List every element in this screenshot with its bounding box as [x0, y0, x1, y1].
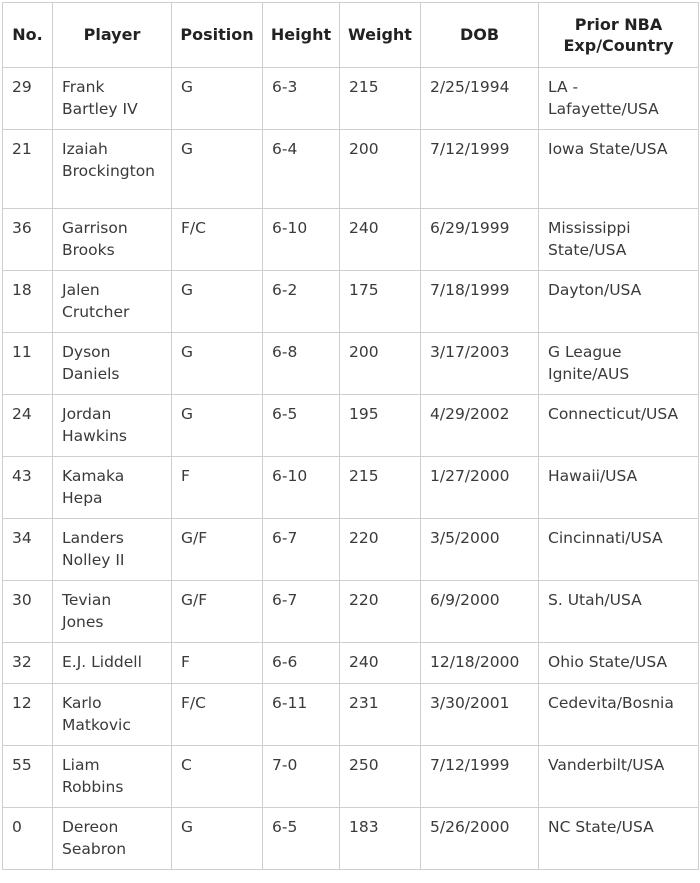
cell-dob-text: 6/29/1999 [430, 219, 510, 237]
cell-height [263, 519, 340, 581]
cell-weight-text: 183 [349, 818, 379, 836]
cell-no-text: 29 [12, 78, 32, 96]
cell-player-text: Karlo [62, 694, 102, 712]
cell-position [172, 581, 263, 643]
roster-table [2, 2, 699, 870]
cell-position-text: G/F [181, 529, 208, 547]
cell-no [3, 581, 53, 643]
cell-position [172, 519, 263, 581]
cell-position-text: C [181, 756, 192, 774]
cell-prior [539, 271, 699, 333]
cell-player [53, 746, 172, 808]
cell-dob [421, 395, 539, 457]
cell-position-text: F [181, 467, 190, 485]
cell-weight-text: 175 [349, 281, 379, 299]
cell-dob-text: 1/27/2000 [430, 467, 510, 485]
cell-height [263, 68, 340, 130]
cell-weight-text: 240 [349, 653, 379, 671]
cell-player [53, 643, 172, 684]
cell-weight [340, 130, 421, 209]
cell-weight [340, 457, 421, 519]
cell-prior [539, 519, 699, 581]
cell-position-text: G [181, 343, 194, 361]
cell-dob-text: 12/18/2000 [430, 653, 520, 671]
cell-no-text: 55 [12, 756, 32, 774]
cell-player [53, 684, 172, 746]
cell-position [172, 333, 263, 395]
cell-player [53, 271, 172, 333]
cell-height-text: 6-5 [272, 405, 298, 423]
cell-height [263, 271, 340, 333]
cell-height [263, 130, 340, 209]
cell-player [53, 130, 172, 209]
cell-player-text: Jones [62, 613, 104, 631]
cell-height-text: 6-8 [272, 343, 298, 361]
cell-player-text: Brooks [62, 241, 115, 259]
cell-weight [340, 395, 421, 457]
table-row [3, 457, 699, 519]
cell-height-text: 6-4 [272, 140, 298, 158]
cell-prior-text: Lafayette/USA [548, 100, 659, 118]
cell-weight-text: 215 [349, 467, 379, 485]
cell-weight [340, 581, 421, 643]
cell-height-text: 6-7 [272, 529, 298, 547]
cell-prior-text: Mississippi [548, 219, 631, 237]
table-row [3, 209, 699, 271]
cell-prior-text: Ohio State/USA [548, 653, 668, 671]
cell-prior-text: Ignite/AUS [548, 365, 630, 383]
cell-no [3, 209, 53, 271]
cell-prior-text: NC State/USA [548, 818, 654, 836]
cell-prior-text: G League [548, 343, 622, 361]
cell-player [53, 68, 172, 130]
table-row [3, 581, 699, 643]
cell-dob-text: 4/29/2002 [430, 405, 510, 423]
table-row [3, 519, 699, 581]
cell-height [263, 746, 340, 808]
header-row [3, 3, 699, 68]
header-position: Position [172, 3, 263, 68]
cell-no-text: 34 [12, 529, 32, 547]
cell-player-text: Daniels [62, 365, 120, 383]
cell-no-text: 21 [12, 140, 32, 158]
cell-height-text: 6-6 [272, 653, 298, 671]
cell-player-text: Robbins [62, 778, 124, 796]
cell-weight [340, 333, 421, 395]
cell-prior [539, 130, 699, 209]
header-weight: Weight [340, 3, 421, 68]
table-row [3, 333, 699, 395]
table-row [3, 746, 699, 808]
cell-dob [421, 808, 539, 870]
cell-player-text: Liam [62, 756, 100, 774]
cell-no [3, 643, 53, 684]
cell-no [3, 395, 53, 457]
cell-position [172, 68, 263, 130]
cell-prior [539, 457, 699, 519]
cell-dob-text: 5/26/2000 [430, 818, 510, 836]
cell-player-text: Dyson [62, 343, 111, 361]
cell-weight-text: 215 [349, 78, 379, 96]
cell-player-text: Bartley IV [62, 100, 138, 118]
cell-height-text: 6-5 [272, 818, 298, 836]
cell-weight [340, 643, 421, 684]
cell-weight [340, 209, 421, 271]
cell-dob [421, 333, 539, 395]
table-row [3, 130, 699, 209]
cell-position [172, 271, 263, 333]
table-row [3, 684, 699, 746]
cell-prior-text: LA - [548, 78, 579, 96]
cell-height-text: 6-7 [272, 591, 298, 609]
cell-weight-text: 250 [349, 756, 379, 774]
cell-dob [421, 643, 539, 684]
cell-prior [539, 808, 699, 870]
cell-no [3, 271, 53, 333]
cell-prior-text: State/USA [548, 241, 627, 259]
header-dob: DOB [421, 3, 539, 68]
cell-height-text: 6-10 [272, 467, 308, 485]
cell-dob-text: 3/5/2000 [430, 529, 500, 547]
cell-dob [421, 209, 539, 271]
cell-no [3, 130, 53, 209]
cell-height [263, 333, 340, 395]
cell-weight [340, 808, 421, 870]
cell-player-text: E.J. Liddell [62, 653, 142, 671]
cell-no [3, 519, 53, 581]
cell-no-text: 24 [12, 405, 32, 423]
cell-prior [539, 746, 699, 808]
cell-position-text: G/F [181, 591, 208, 609]
cell-player [53, 457, 172, 519]
cell-prior-text: Vanderbilt/USA [548, 756, 665, 774]
cell-position-text: F/C [181, 694, 206, 712]
cell-player-text: Jordan [62, 405, 112, 423]
cell-player [53, 581, 172, 643]
cell-dob-text: 2/25/1994 [430, 78, 510, 96]
cell-position-text: G [181, 78, 194, 96]
cell-height [263, 209, 340, 271]
cell-weight-text: 200 [349, 343, 379, 361]
cell-position [172, 457, 263, 519]
cell-player-text: Matkovic [62, 716, 131, 734]
cell-position [172, 643, 263, 684]
cell-height [263, 395, 340, 457]
cell-no [3, 684, 53, 746]
cell-height [263, 643, 340, 684]
cell-prior-text: Connecticut/USA [548, 405, 679, 423]
cell-weight-text: 195 [349, 405, 379, 423]
cell-no-text: 12 [12, 694, 32, 712]
cell-weight [340, 68, 421, 130]
cell-player-text: Brockington [62, 162, 155, 180]
cell-player-text: Jalen [62, 281, 100, 299]
cell-prior [539, 581, 699, 643]
table-row [3, 395, 699, 457]
cell-prior-text: Iowa State/USA [548, 140, 668, 158]
cell-prior [539, 68, 699, 130]
cell-player [53, 808, 172, 870]
header-prior-line1: Prior NBA [574, 15, 663, 34]
table-row [3, 271, 699, 333]
cell-dob-text: 3/30/2001 [430, 694, 510, 712]
cell-height-text: 6-3 [272, 78, 298, 96]
cell-prior-text: Cedevita/Bosnia [548, 694, 674, 712]
cell-dob-text: 6/9/2000 [430, 591, 500, 609]
cell-dob [421, 581, 539, 643]
cell-player [53, 395, 172, 457]
cell-weight-text: 240 [349, 219, 379, 237]
cell-player-text: Dereon [62, 818, 119, 836]
cell-player-text: Seabron [62, 840, 127, 858]
cell-height [263, 808, 340, 870]
cell-position [172, 684, 263, 746]
cell-weight-text: 200 [349, 140, 379, 158]
cell-weight [340, 271, 421, 333]
table-row [3, 68, 699, 130]
cell-no-text: 0 [12, 818, 22, 836]
cell-dob [421, 746, 539, 808]
cell-no-text: 11 [12, 343, 32, 361]
cell-dob-text: 3/17/2003 [430, 343, 510, 361]
cell-dob [421, 271, 539, 333]
cell-no-text: 30 [12, 591, 32, 609]
cell-no-text: 18 [12, 281, 32, 299]
header-no: No. [3, 3, 53, 68]
cell-position [172, 808, 263, 870]
cell-player-text: Nolley II [62, 551, 125, 569]
cell-height-text: 6-2 [272, 281, 298, 299]
cell-no [3, 808, 53, 870]
cell-weight-text: 220 [349, 529, 379, 547]
cell-prior-text: S. Utah/USA [548, 591, 642, 609]
cell-no-text: 32 [12, 653, 32, 671]
cell-dob-text: 7/12/1999 [430, 756, 510, 774]
cell-position-text: F/C [181, 219, 206, 237]
table-row [3, 643, 699, 684]
cell-dob [421, 68, 539, 130]
cell-position [172, 130, 263, 209]
table-row [3, 808, 699, 870]
cell-weight-text: 220 [349, 591, 379, 609]
cell-no [3, 457, 53, 519]
cell-prior-text: Cincinnati/USA [548, 529, 663, 547]
cell-height-text: 7-0 [272, 756, 298, 774]
cell-dob [421, 684, 539, 746]
cell-player-text: Hepa [62, 489, 103, 507]
cell-position-text: G [181, 281, 194, 299]
cell-player-text: Izaiah [62, 140, 108, 158]
header-prior-line2: Exp/Country [563, 36, 674, 55]
cell-dob [421, 130, 539, 209]
header-prior [539, 3, 699, 68]
cell-dob-text: 7/12/1999 [430, 140, 510, 158]
cell-position [172, 746, 263, 808]
cell-weight-text: 231 [349, 694, 379, 712]
cell-height [263, 457, 340, 519]
cell-player-text: Kamaka [62, 467, 125, 485]
cell-position-text: G [181, 818, 194, 836]
cell-no [3, 746, 53, 808]
cell-weight [340, 684, 421, 746]
header-height: Height [263, 3, 340, 68]
cell-dob [421, 519, 539, 581]
cell-prior [539, 395, 699, 457]
header-player: Player [53, 3, 172, 68]
cell-prior [539, 333, 699, 395]
cell-prior-text: Dayton/USA [548, 281, 642, 299]
cell-height [263, 684, 340, 746]
cell-prior [539, 684, 699, 746]
cell-player [53, 519, 172, 581]
cell-player [53, 333, 172, 395]
cell-position-text: F [181, 653, 190, 671]
cell-weight [340, 519, 421, 581]
cell-player-text: Garrison [62, 219, 128, 237]
cell-player-text: Tevian [62, 591, 112, 609]
cell-prior [539, 209, 699, 271]
cell-position [172, 209, 263, 271]
cell-weight [340, 746, 421, 808]
cell-height-text: 6-11 [272, 694, 308, 712]
cell-player [53, 209, 172, 271]
cell-player-text: Hawkins [62, 427, 128, 445]
cell-player-text: Crutcher [62, 303, 130, 321]
cell-player-text: Landers [62, 529, 124, 547]
cell-no-text: 43 [12, 467, 32, 485]
cell-prior-text: Hawaii/USA [548, 467, 638, 485]
cell-no-text: 36 [12, 219, 32, 237]
cell-position-text: G [181, 140, 194, 158]
cell-no [3, 333, 53, 395]
cell-height [263, 581, 340, 643]
cell-dob [421, 457, 539, 519]
cell-no [3, 68, 53, 130]
cell-prior [539, 643, 699, 684]
cell-dob-text: 7/18/1999 [430, 281, 510, 299]
cell-height-text: 6-10 [272, 219, 308, 237]
cell-player-text: Frank [62, 78, 105, 96]
cell-position-text: G [181, 405, 194, 423]
cell-position [172, 395, 263, 457]
